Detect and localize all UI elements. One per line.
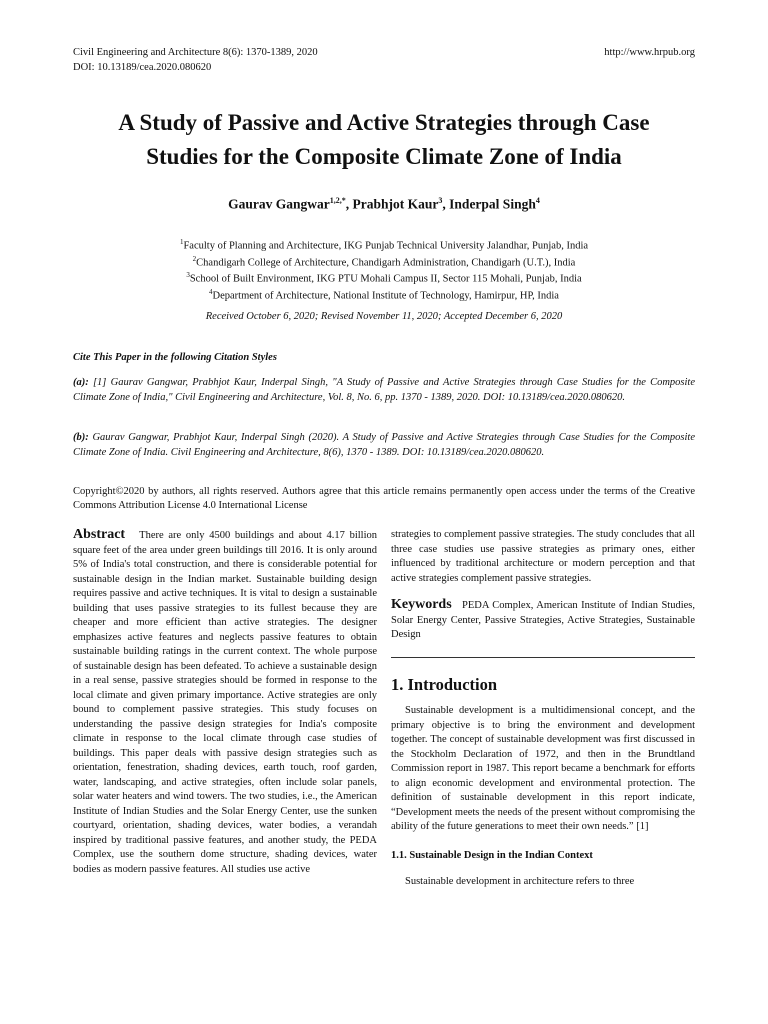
citation-heading: Cite This Paper in the following Citation Styles [73,352,277,363]
author-list [0,196,768,213]
keywords-text: PEDA Complex, American Institute of Indian Studies, Solar Energy Center, Passive Strategies, Active Strategies, Sustainable Design [391,600,695,640]
affiliation-text: Faculty of Planning and Architecture, IKG Punjab Technical University Jalandhar, Punjab, India [183,240,589,252]
copyright-notice: Copyright©2020 by authors, all rights reserved. Authors agree that this article remains permanently open access under the terms of the Creative Commons Attribution License 4.0 International License [73,486,695,511]
keywords-heading: Keywords [391,597,452,612]
affiliation-item [0,269,768,286]
introduction-paragraph: Sustainable development is a multidimensional concept, and the primary objective is to bring the environment and development together. The concept of sustainable development was first discussed in the Stockholm Declaration of 1972, and then in the Brundtland Commission report in 1987. This report became a benchmark for efforts to align economic development and environmental protection. The definition of sustainable development in this report indicate, “Development meets the needs of the present without compromising the ability of the future generations to meet their own needs.” [1] [391,705,695,832]
author-affil-marker: 4 [535,196,540,205]
journal-citation: Civil Engineering and Architecture 8(6): 1370-1389, 2020 [73,47,318,58]
abstract-text: There are only 4500 buildings and about 4.17 billion square feet of the area under green buildings till 2016. It is only around 5% of India's total construction, and there is considerable potential for sustainable design in the Indian market. Sustainable building design requires passive and active techniques. It is vital to design a sustainable building that uses passive strategies to its fullest because they are cheaper and more efficient than active strategies. The designer emphasizes active features and neglects passive features to obtain sustainable building ratings in the current context. The whole purpose of sustainable design has been defeated. To achieve a sustainable design in a real sense, passive strategies should be formed in response to the local climate and given primary importance. Active strategies are only bound to complement passive strategies. This study focuses on understanding the passive design strategies for India's composite climate in response to the local climate through case studies of buildings. This paper deals with passive design strategies such as orientation, fenestration, shading devices, earth touch, roof garden, water, landscaping, and active strategies, often include solar panels, solar water heaters and wind towers. The two studies, i.e., the American Institute of Indian Studies and the Solar Energy Center, use the sunken courtyard, orientation, shading devices, water bodies, a verandah inspired by traditional passive features, and another study, the PEDA Complex, use the southern dome structure, shading devices, water bodies as modern passive features. All studies use active [73,530,377,875]
author-affil-marker: 3 [438,196,443,205]
citation-text: Gaurav Gangwar, Prabhjot Kaur, Inderpal Singh (2020). A Study of Passive and Active Strategies through Case Studies for the Composite Climate Zone of India. Civil Engineering and Architecture, 8(6), 1370 - 1389. DOI: 10.13189/cea.2020.080620. [73,432,695,458]
introduction-heading: 1. Introduction [391,674,498,694]
abstract-continued: strategies to complement passive strategies. The study concludes that all three case studies use passive strategies as primary ones, either influenced by traditional architecture or modern perception and that active strategies complement passive strategies. [391,529,695,584]
paper-title [40,106,728,174]
left-column [73,528,377,877]
author-name: Gaurav Gangwar [228,196,330,212]
affiliation-number: 1 [179,238,184,246]
section-divider [391,657,695,658]
citation-style-b [73,430,695,460]
affiliation-number: 3 [186,271,190,279]
affiliation-number: 2 [192,254,197,263]
affiliation-list [0,236,768,302]
citation-text: [1] Gaurav Gangwar, Prabhjot Kaur, Inderpal Singh, "A Study of Passive and Active Strategies through Case Studies for the Composite Climate Zone of India," Civil Engineering and Architecture, Vol. 8, No. 6, pp. 1370 - 1389, 2020. DOI: 10.13189/cea.2020.080620. [73,377,695,403]
title-line-1: A Study of Passive and Active Strategies through Case [118,110,650,135]
publication-dates: Received October 6, 2020; Revised November 11, 2020; Accepted December 6, 2020 [205,311,563,322]
affiliation-item [0,286,768,303]
citation-label: (b): [73,432,89,443]
affiliation-item [0,236,768,253]
citation-style-a [73,375,695,405]
right-column [391,528,695,890]
citation-label: (a): [73,377,89,388]
subsection-paragraph: Sustainable development in architecture refers to three [405,876,635,887]
affiliation-item [0,253,768,270]
abstract-heading: Abstract [73,527,126,542]
abstract-paragraph [73,528,377,877]
author-affil-marker: 1,2,* [329,196,346,205]
doi-text: DOI: 10.13189/cea.2020.080620 [73,62,212,73]
affiliation-text: School of Built Environment, IKG PTU Mohali Campus II, Sector 115 Mohali, Punjab, India [189,273,582,285]
journal-url-link[interactable]: http://www.hrpub.org [604,47,695,58]
author-separator: , [345,196,353,212]
affiliation-text: Chandigarh College of Architecture, Chandigarh Administration, Chandigarh (U.T.), India [196,257,576,268]
subsection-heading: 1.1. Sustainable Design in the Indian Context [391,849,593,861]
author-separator: , [442,196,450,212]
author-name: Inderpal Singh [449,196,536,212]
keywords-paragraph [391,598,695,643]
title-line-2: Studies for the Composite Climate Zone of India [146,144,622,169]
affiliation-number: 4 [209,287,213,296]
affiliation-text: Department of Architecture, National Institute of Technology, Hamirpur, HP, India [212,290,559,301]
header-left [73,45,318,75]
author-name: Prabhjot Kaur [352,196,439,212]
